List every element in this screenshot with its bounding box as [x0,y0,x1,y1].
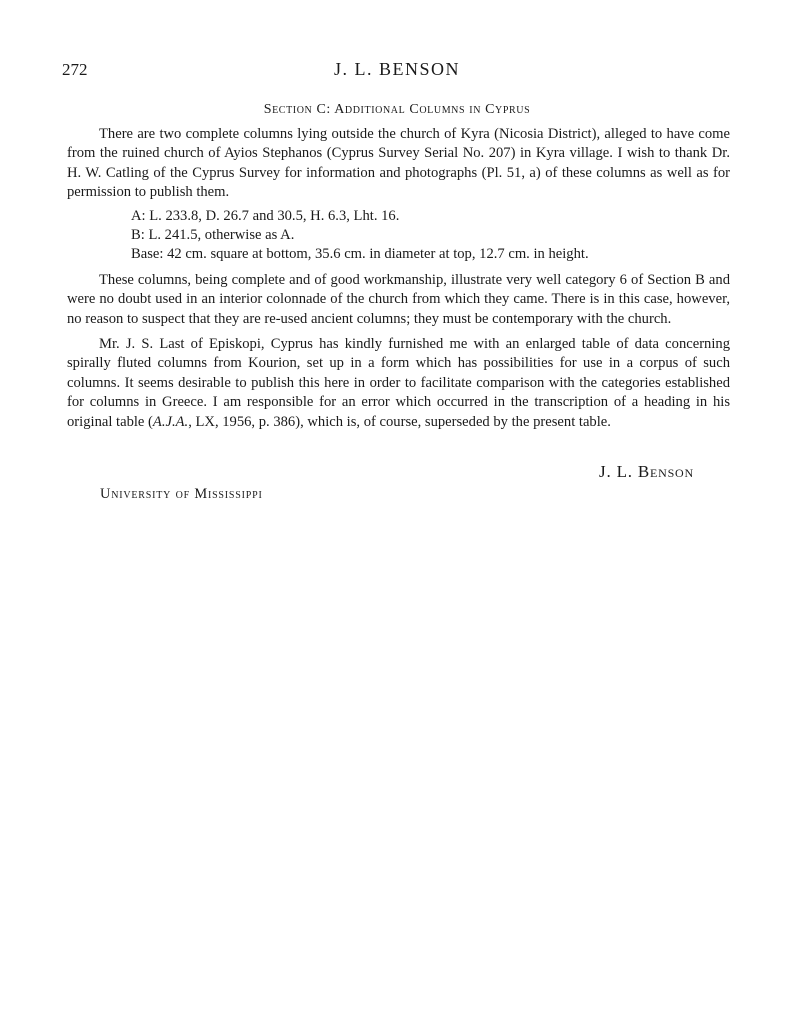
spec-separator: : [140,227,149,244]
spec-separator: : [141,207,150,224]
paragraph-3-text-end: , LX, 1956, p. 386), which is, of course, superseded by the present table. [188,413,611,430]
spec-a [67,207,730,226]
journal-citation: A.J.A. [152,413,189,430]
paragraph-3 [67,335,730,432]
article-body [67,125,730,432]
spec-text: L. 241.5, otherwise as A. [148,227,295,244]
spec-text: L. 233.8, D. 26.7 and 30.5, H. 6.3, Lht. 16. [149,207,400,224]
spec-text: 42 cm. square at bottom, 35.6 cm. in diameter at top, 12.7 cm. in height. [167,246,589,263]
column-specifications [67,207,730,265]
section-title: Section C: Additional Columns in Cyprus [263,102,531,117]
paragraph-1: There are two complete columns lying outside the church of Kyra (Nicosia District), alleged to have come from the ruined church of Ayios Stephanos (Cyprus Survey Serial No. 207) in Kyra village. I wish to thank Dr. H. W. Catling of the Cyprus Survey for information and photographs (Pl. 51, a) of these columns as well as for permission to publish them. [67,126,730,201]
author-signature: J. L. Benson [599,462,694,481]
running-head: J. L. BENSON [333,59,460,79]
spec-label: Base [131,246,160,263]
spec-separator: : [159,246,168,263]
spec-label: B [131,227,141,244]
spec-base [67,245,730,264]
paragraph-2: These columns, being complete and of good workmanship, illustrate very well category 6 of Section B and were no doubt used in an interior colonnade of the church from which they came. There is in this case, however, no reason to suspect that they are re-used ancient columns; they must be contemporary with the church. [67,271,730,327]
author-affiliation: University of Mississippi [100,486,263,502]
spec-label: A [131,207,142,224]
spec-b [67,226,730,245]
page-number: 272 [62,60,88,79]
paragraph-3-text: Mr. J. S. Last of Episkopi, Cyprus has kindly furnished me with an enlarged table of data concerning spirally fluted columns from Kourion, set up in a form which has possibilities for use in a corpus of such columns. It seems desirable to publish this here in order to facilitate comparison with the categories established for columns in Greece. I am responsible for an error which occurred in the transcription of a heading in his original table ( [67,336,730,430]
